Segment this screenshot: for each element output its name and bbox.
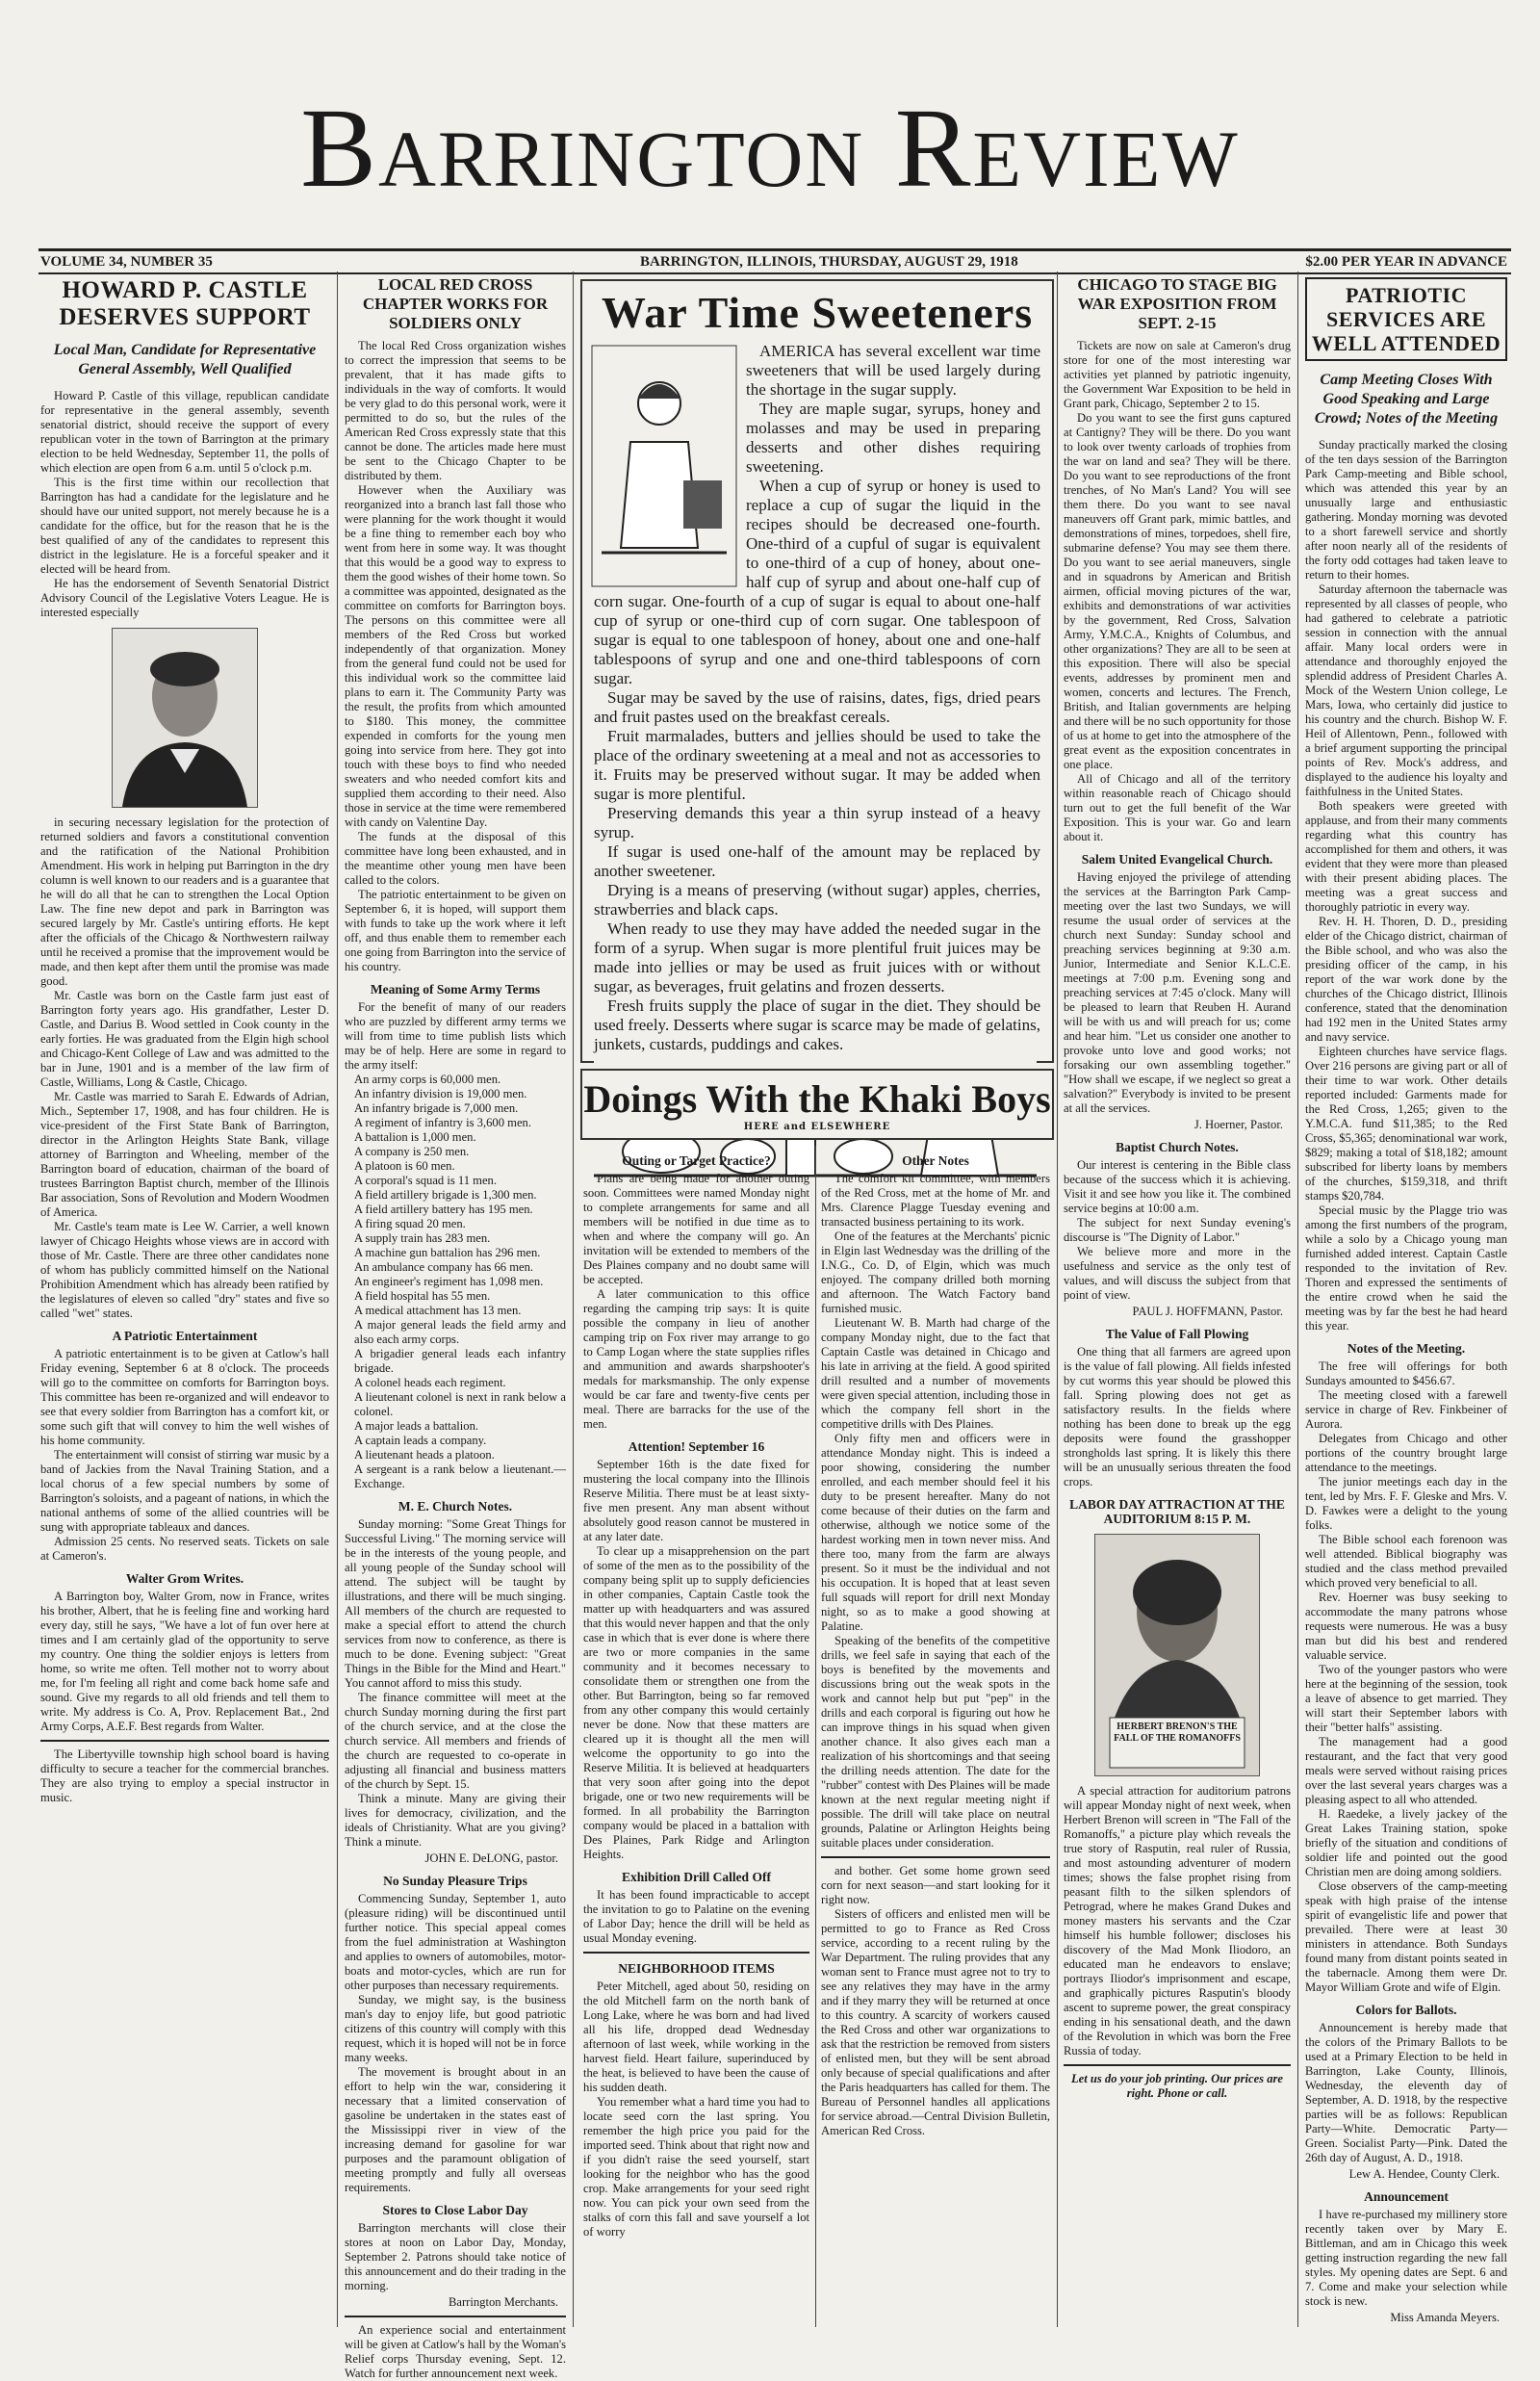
sweeteners-title: War Time Sweeteners (601, 288, 1034, 337)
plowing-subhead: The Value of Fall Plowing (1105, 1327, 1249, 1341)
entertainment-subhead: A Patriotic Entertainment (112, 1329, 258, 1343)
khaki-boys-banner (580, 1069, 1054, 1140)
red-cross-headline: LOCAL RED CROSS CHAPTER WORKS FOR SOLDIERS ONLY (362, 275, 549, 332)
article-paragraph: H. Raedeke, a lively jackey of the Great Lakes Training station, spoke briefly of the situation and conditions of soldier life and pointed out the good Christian men are doing among soldiers. (1305, 1807, 1507, 1878)
neighborhood-subhead: NEIGHBORHOOD ITEMS (618, 1961, 775, 1976)
article-paragraph: Mr. Castle was born on the Castle farm just east of Barrington forty years ago. His grandfather, Lester D. Castle, and Darius B. Wood settled in Cook county in the early forties. He was graduated from the Elgin high school and Chicago-Kent College of Law and was admitted to the bar in June, 1901 and is a member of the law firm of Castle, Williams, Long & Castle, Chicago. (40, 989, 329, 1089)
announcement-subhead: Announcement (1364, 2189, 1449, 2204)
me-church-subhead: M. E. Church Notes. (398, 1499, 513, 1514)
army-term-item: A regiment of infantry is 3,600 men. (354, 1116, 531, 1129)
sweeteners-paragraph: They are maple sugar, syrups, honey and molasses and may be used in preparing desserts and other dishes requiring sweetening. (746, 400, 1040, 476)
article-paragraph: A patriotic entertainment is to be given at Catlow's hall Friday evening, September 6 at 8 o'clock. The proceeds will go to the committee on comforts for Barrington boys. This committee has been re-organized and will endeavor to see that every soldier from Barrington has a comfort kit, or some such gift that will convey to him the well wishes of his home community. (40, 1347, 329, 1447)
article-paragraph: Our interest is centering in the Bible class because of the success which it is achieving. Visit it and see how you like it. The combined service begins at 10:00 a.m. (1064, 1158, 1291, 1215)
article-paragraph: The Libertyville township high school board is having difficulty to secure a teacher for the commercial branches. They are also trying to employ a special instructor in music. (40, 1747, 329, 1804)
article-paragraph: The free will offerings for both Sundays amounted to $456.67. (1305, 1359, 1507, 1387)
article-paragraph: Lieutenant W. B. Marth had charge of the company Monday night, due to the fact that Captain Castle was detained in Chicago and his late in arriving at the field. A good spirited drill resulted and a number of movements were given special attention, including those in which the company fell short in the competitive drills with Des Plaines. (821, 1316, 1050, 1431)
khaki-subtitle: HERE and ELSEWHERE (743, 1122, 891, 1132)
column-rule (1297, 272, 1298, 2327)
article-paragraph: To clear up a misapprehension on the part of some of the men as to the possibility of the company being split up to supply deficiencies in other companies, Captain Castle took the matter up with headquarters and was assured that this would never happen and that the only case in which that is ever done is where there are two or more companies in the same community and it becomes necessary to consolidate them or strengthen one from the other. But Barrington, being so far removed from any other company this would certainly never be done. Now that these matters are cleared up it is thought all the men will welcome the opportunity to go into the Reserve Militia. It is believed at headquarters that very soon after going into the depot brigade, one or two new requirements will be formed. In all probability the Barrington company would be placed in a battalion with Des Plaines, Park Ridge and Arlington Heights. (583, 1544, 809, 1861)
walter-subhead: Walter Grom Writes. (125, 1571, 244, 1586)
article-paragraph: The funds at the disposal of this committee have long been exhausted, and in the meantime other young men have been called to the colors. (345, 830, 566, 887)
pleasure-trips-subhead: No Sunday Pleasure Trips (383, 1874, 527, 1888)
article-paragraph: Eighteen churches have service flags. Over 216 persons are giving part or all of their time to war work. Other details reported included: Garments made for the Red Cross, 1,265; given to the Y.M.C.A. fund $11,385; to the Red Cross, $5,365; denominational war work, $829; making a total of $18,182; amount subscribed for liberty loans by members of the churches, $159,318, and thrift stamps $20,784. (1305, 1045, 1507, 1203)
army-term-item: An engineer's regiment has 1,098 men. (354, 1275, 544, 1288)
army-term-item: A colonel heads each regiment. (354, 1376, 506, 1389)
article-paragraph: Think a minute. Many are giving their lives for democracy, civilization, and the ideals of Christianity. What are you giving? Think a minute. (345, 1792, 566, 1849)
army-term-item: A field artillery brigade is 1,300 men. (354, 1188, 537, 1202)
salem-signature: J. Hoerner, Pastor. (1194, 1118, 1283, 1131)
army-term-item: A machine gun battalion has 296 men. (354, 1246, 541, 1259)
stores-signature: Barrington Merchants. (448, 2295, 558, 2309)
sweeteners-paragraph: If sugar is used one-half of the amount may be replaced by another sweetener. (594, 842, 1040, 880)
army-term-item: A firing squad 20 men. (354, 1217, 466, 1230)
sweeteners-paragraph: When ready to use they may have added the needed sugar in the form of a syrup. When sugar is more plentiful fruit juices may be made into jellies or may be used as fruit juices with or without sugar, as beverages, fruit gelatins and frozen desserts. (594, 919, 1040, 996)
article-paragraph: Saturday afternoon the tabernacle was represented by all classes of people, who had gathered to celebrate a patriotic session in connection with the annual affair. Many local orders were in attendance and thoroughly enjoyed the splendid address of President Charles A. Mock of the Western Union college, Le Mars, Iowa, who certainly did justice to his country and the church. Bishop W. F. Heil of Allentown, Penn., followed with a brief argument supporting the principal points of Rev. Mock's address, and displayed to the audience his loyalty and faithfulness in the United States. (1305, 582, 1507, 798)
army-terms-list (345, 1073, 566, 1491)
article-paragraph: Mr. Castle's team mate is Lee W. Carrier, a well known lawyer of Chicago Heights whose views are in accord with those of Mr. Castle. There are three other candidates none of whom has publicly committed himself on the National Prohibition Amendment which has already been ratified by the legislatures of eleven so called "dry" states and five so called "wet" states. (40, 1220, 329, 1320)
exposition-headline: CHICAGO TO STAGE BIG WAR EXPOSITION FROM SEPT. 2-15 (1077, 275, 1277, 332)
column-rule (1057, 272, 1058, 2327)
article-paragraph: Delegates from Chicago and other portions of the country brought large attendance to the meetings. (1305, 1432, 1507, 1474)
article-paragraph: Speaking of the benefits of the competitive drills, we feel safe in saying that each of the boys is benefited by the movements and discussions bring out the weak spots in the work and cannot help but put "pep" in the drills and each corporal is figuring out how he can improve things in his squad when given another chance. It also gives each man a realization of his shortcomings and that seeing the drilling needs attention. The date for the "rubber" contest with Des Plaines will be made known at the next regular meeting night if possible. The drill will take place on neutral grounds, Palatine or Arlington Heights being suitable places under consideration. (821, 1634, 1050, 1850)
article-paragraph: For the benefit of many of our readers who are puzzled by different army terms we will from time to time publish lists which may be of help. Here are some in regard to the army itself: (345, 1000, 566, 1072)
khaki-column-right (821, 1146, 1050, 2327)
article-paragraph: The comfort kit committee, with members of the Red Cross, met at the home of Mr. and Mrs. Clarence Plagge Tuesday evening and transacted business pertaining to its work. (821, 1172, 1050, 1229)
article-paragraph: and bother. Get some home grown seed corn for next season—and start looking for it right now. (821, 1864, 1050, 1906)
article-paragraph: The movement is brought about in an effort to help win the war, considering it necessary that a limited conservation of gasoline be undertaken in the states east of the Mississippi river in view of the increasing demand for gasoline for war purposes and the paramount obligation of meeting promptly and fully all overseas requirements. (345, 2065, 566, 2194)
article-paragraph: The Bible school each forenoon was well attended. Biblical biography was studied and the class method prevailed which proved very beneficial to all. (1305, 1533, 1507, 1590)
army-term-item: A major leads a battalion. (354, 1419, 479, 1433)
attention-subhead: Attention! September 16 (628, 1439, 765, 1454)
article-paragraph: The local Red Cross organization wishes to correct the impression that seems to be prevalent, that it has made gifts to individuals in the way of comforts. It would be very glad to do this personal work, were it permitted to do so, but the rules of the American Red Cross expressly state that this cannot be done. The articles made here must be sent to the Chicago Chapter to be distributed by them. (345, 339, 566, 482)
article-paragraph: Sunday, we might say, is the business man's day to enjoy life, but good patriotic citizens of this country will comply with this request, which it is hoped will not be in force many weeks. (345, 1993, 566, 2064)
article-paragraph: The patriotic entertainment to be given on September 6, it is hoped, will support them with funds to take up the work where it left off, and thus enable them to remember each one going from Barrington into the service of his country. (345, 888, 566, 973)
article-paragraph: in securing necessary legislation for the protection of returned soldiers and favors a constitutional convention and the ratification of the National Prohibition Amendment. His work in helping put Barrington in the dry column is well known to our readers and is a guarantee that he will do all that he can to strengthen the Local Option Law. The fine new depot and park in Barrington was secured largely by Mr. Castle's untiring efforts. He kept after the officials of the Chicago & Northwestern railway until he received a promise that the improvement would be made, and then kept after them until the promise was made good. (40, 815, 329, 988)
ballots-signature: Lew A. Hendee, County Clerk. (1348, 2167, 1500, 2181)
army-term-item: A sergeant is a rank below a lieutenant.—Exchange. (354, 1462, 566, 1490)
sweeteners-box (580, 279, 1054, 1063)
sweeteners-paragraph: AMERICA has several excellent war time sweeteners that will be used largely during the shortage in the sugar supply. (746, 342, 1040, 399)
divider (345, 2316, 566, 2317)
article-paragraph: This is the first time within our recollection that Barrington has had a candidate for the legislature and he should have our united support, not merely because he is a candidate for the office, but for the reason that he is the best qualified of any of the candidates to represent this district in the legislature. He is a forceful speaker and it elected will be heard from. (40, 476, 329, 576)
castle-portrait (112, 628, 258, 808)
baptist-signature: PAUL J. HOFFMANN, Pastor. (1132, 1305, 1283, 1318)
column-rule (815, 1146, 816, 2327)
article-paragraph: A special attraction for auditorium patrons will appear Monday night of next week, when Herbert Brenon will screen in "The Fall of the Romanoffs," a picture play which reveals the true story of Rasputin, real ruler of Russia, and most astounding adventurer of modern times; shows the false prophet rising from peasant filth to the silken splendors of Petrograd, where he makes Grand Dukes and money masters his servants and the Czar himself his humble follower; discloses his discovery of the Mad Monk Iliodoro, an educated man he endeavors to enslave; portrays Iliodor's imprisonment and escape, and graphically pictures Rasputin's bloody ascent to supreme power, the great conspiracy ending in his sensational death, and the dawn of the Revolution in which was born the Free Russia of today. (1064, 1784, 1291, 2057)
divider (821, 1856, 1050, 1858)
drill-subhead: Exhibition Drill Called Off (622, 1870, 771, 1884)
article-paragraph: Howard P. Castle of this village, republican candidate for representative in the general assembly, seventh senatorial district, should receive the support of every republican voter in the town of Barrington at the primary election to be held Wednesday, September 11, the polls of which election are open from 6 a.m. until 5 o'clock p.m. (40, 389, 329, 475)
column-castle (40, 272, 329, 2327)
volume-number: VOLUME 34, NUMBER 35 (40, 254, 213, 270)
castle-headline: HOWARD P. CASTLE DESERVES SUPPORT (59, 277, 311, 330)
job-printing-notice: Let us do your job printing. Our prices are right. Phone or call. (1070, 2072, 1284, 2100)
khaki-column-left (583, 1146, 809, 2327)
army-term-item: An infantry brigade is 7,000 men. (354, 1101, 519, 1115)
article-paragraph: Sunday morning: "Some Great Things for Successful Living." The morning service will be in the interests of the young people, and all young people of the Sunday school will attend. The subject will be taught by illustrations, and there will be much singing. All members of the church are requested to make a special effort to attend the church services from now to conference, as there is much to be done. Evening subject: "Great Things in the Bible for the Mind and Heart." You cannot afford to miss this study. (345, 1517, 566, 1690)
column-patriotic (1305, 272, 1507, 2327)
army-term-item: A lieutenant heads a platoon. (354, 1448, 495, 1462)
article-paragraph: The junior meetings each day in the tent, led by Mrs. F. F. Gleske and Mrs. V. D. Fawkes were a delight to the young folks. (1305, 1475, 1507, 1532)
army-term-item: An army corps is 60,000 men. (354, 1073, 501, 1086)
sweeteners-paragraph: Sugar may be saved by the use of raisins, dates, figs, dried pears and fruit pastes used on the breakfast cereals. (594, 688, 1040, 726)
romanoffs-poster (1094, 1534, 1260, 1776)
me-signature: JOHN E. DeLONG, pastor. (424, 1851, 558, 1865)
army-term-item: A major general leads the field army and also each army corps. (354, 1318, 566, 1346)
sweeteners-paragraph: Fruit marmalades, butters and jellies should be used to take the place of the ordinary sweetening at a meal and not as accessories to it. Fruits may be preserved without sugar. It may be added when sugar is more plentiful. (594, 727, 1040, 803)
ballots-subhead: Colors for Ballots. (1355, 2003, 1457, 2017)
column-rule (337, 272, 338, 2327)
stores-subhead: Stores to Close Labor Day (382, 2203, 528, 2217)
sweeteners-paragraph: Fresh fruits supply the place of sugar in the diet. They should be used freely. Desserts where sugar is scarce may be made of gelatins, junkets, custards, puddings and cakes. (594, 996, 1040, 1053)
divider (40, 1740, 329, 1742)
article-paragraph: The entertainment will consist of stirring war music by a band of Jackies from the Naval Training Station, and a local chorus of a few special numbers by some of Barrington's soloists, and a pageant of nations, in which the national anthems of some of the allied countries will be sung with appropriate tableaux and dances. (40, 1448, 329, 1534)
article-paragraph: A later communication to this office regarding the camping trip says: It is quite possible the company in lieu of another camping trip on Fox river may arrange to go to Camp Logan where the state supplies rifles and ammunition and awards sharpshooter's medals for marksmanship. The only expense would be car fare and twenty-five cents per meal. There are barracks for the use of the men. (583, 1287, 809, 1431)
announcement-signature: Miss Amanda Meyers. (1390, 2311, 1500, 2324)
article-paragraph: Having enjoyed the privilege of attending the services at the Barrington Park Camp-meeting over the last two Sundays, we will resume the usual order of services at the church next Sunday: Sunday school and preaching services beginning at 9:30 a.m. Junior, Intermediate and Senior K.L.C.E. meetings at 7:00 p.m. Evening song and preaching services at 7:45 o'clock. Many will be pleased to learn that Reuben H. Aurand will be with us and will preach for us; come and hear him. "Let us consider one another to provoke unto love and good works; not forsaking our own assembling together." "How shall we escape, if we neglect so great a salvation?" Everybody is invited to be present at all the services. (1064, 870, 1291, 1115)
army-term-item: A battalion is 1,000 men. (354, 1130, 476, 1144)
notes-subhead: Notes of the Meeting. (1347, 1341, 1466, 1356)
patriotic-headline: PATRIOTIC SERVICES ARE WELL ATTENDED (1305, 277, 1507, 361)
column-rule (573, 272, 574, 2327)
sweeteners-paragraph: Preserving demands this year a thin syrup instead of a heavy syrup. (594, 804, 1040, 841)
article-paragraph: He has the endorsement of Seventh Senatorial District Advisory Council of the Legislative Voters League. He is interested especially (40, 577, 329, 619)
article-paragraph: Plans are being made for another outing soon. Committees were named Monday night to complete arrangements for same and all members will be notified in due time as to when and where the company will go. An invitation will be extended to members of the Des Plaines company and no doubt same will be accepted. (583, 1172, 809, 1286)
article-paragraph: Mr. Castle was married to Sarah E. Edwards of Adrian, Mich., September 17, 1908, and has four children. He is vice-president of the First State Bank of Barrington, director in the Arlington Heights State Bank, village attorney of Barrington and Wheeling, member of the Barrington board of education, chairman of the board of trustees Barrington Baptist church, member of the Illinois Bar association, Sons of Revolution and Modern Woodmen of America. (40, 1090, 329, 1219)
army-term-item: An ambulance company has 66 men. (354, 1260, 534, 1274)
article-paragraph: Sunday practically marked the closing of the ten days session of the Barrington Park Camp-meeting and Bible school, which was attended this year by an unusually large and enthusiastic gathering. Monday morning was devoted to a short farewell service and shortly after noon nearly all of the residents of the forty odd cottages had taken leave to return to their homes. (1305, 438, 1507, 582)
article-paragraph: Do you want to see the first guns captured at Cantigny? They will be there. Do you want to look over twenty carloads of trophies from the war on land and sea? They will be there. Do you want to see reproductions of the front trenches, of No Man's Land? You will see them there. Do you want to see naval maneuvers off Grant park, mimic battles, and demonstrations of mines, torpedoes, shell fire, submarine defense? You may see them there. Do you want to see aerial maneuvers, single and in squadrons by American and British airmen, official moving pictures of the war, exhibits and demonstrations of war activities by the government, Red Cross, Salvation Army, Y.M.C.A., Knights of Columbus, and other organizations? They are all to be seen at this exposition. There will also be special events, addresses by prominent men and women, concerts and lectures. The French, British, and Italian governments are helping and there will be no such opportunity for those of us at home to get into the atmosphere of the great event as the exposition concentrates in one place. (1064, 411, 1291, 771)
article-paragraph: However when the Auxiliary was reorganized into a branch last fall those who were planning for the work thought it would be a fine thing to remember each boy who went from here in some way. It was thought that this would be a good way to express to them the good wishes of their home town. So a committee was appointed, designated as the committee on comforts for Barrington boys. The persons on this committee were all members of the Red Cross but worked independently of that organization. Money from the general fund could not be used for this individual work so the committee laid plans to earn it. The Community Party was the result, the profits from which amounted to $180. This money, the committee expended in comforts for the young men going into service from here. They got into touch with these boys to find who needed sweaters and who needed comfort kits and supplied them according to their need. Also those in service at the time were remembered with candy on Valentine Day. (345, 483, 566, 829)
army-term-item: A company is 250 men. (354, 1145, 470, 1158)
article-paragraph: Both speakers were greeted with applause, and from their many comments regarding what this country has accomplished for them and others, it was evident that they were more than pleased with their present abiding places. The meeting was a great success and thoroughly patriotic in every way. (1305, 799, 1507, 914)
patriotic-deck: Camp Meeting Closes With Good Speaking and Large Crowd; Notes of the Meeting (1314, 372, 1499, 427)
article-paragraph: An experience social and entertainment will be given at Catlow's hall by the Woman's Relief corps Thursday evening, Sept. 12. Watch for further announcement next week. (345, 2323, 566, 2380)
article-paragraph: Sisters of officers and enlisted men will be permitted to go to France as Red Cross service, according to a recent ruling by the War Department. The ruling provides that any woman sent to France must agree not to try to see any relatives they may have in the army and if they marry they will be returned at once to this country. A scarcity of workers caused the Red Cross and other war organizations to ask that the restriction be removed from sisters of enlisted men, but they will be sent abroad only because of special qualifications and after the Paris headquarters has called for them. The Bureau of Personnel handles all applications for service abroad.—Central Division Bulletin, American Red Cross. (821, 1907, 1050, 2137)
castle-deck: Local Man, Candidate for Representative General Assembly, Well Qualified (53, 342, 317, 377)
article-paragraph: September 16th is the date fixed for mustering the local company into the Illinois Reserve Militia. There must be at least sixty-five men present. Any man absent without absolutely good reason cannot be mustered in at any later date. (583, 1458, 809, 1543)
army-term-item: A platoon is 60 men. (354, 1159, 455, 1173)
article-paragraph: Rev. Hoerner was busy seeking to accommodate the many patrons whose requests were numerous. He was a busy man but did his best and rendered valuable service. (1305, 1591, 1507, 1662)
article-paragraph: Peter Mitchell, aged about 50, residing on the old Mitchell farm on the north bank of Long Lake, where he was born and had lived all his life, dropped dead Wednesday afternoon of last week, while working in the harvest field. Heart failure, superinduced by the heat, is believed to have been the cause of his sudden death. (583, 1980, 809, 2094)
article-paragraph: You remember what a hard time you had to locate seed corn the last spring. You remember the high price you paid for the imported seed. Think about that right now and if you didn't raise the seed yourself, start looking for the neighbor who has the good crop. Make arrangements for your seed right now. You can pick your own seed from the stalks of corn this fall and save yourself a lot of worry (583, 2095, 809, 2239)
khaki-title: Doings With the Khaki Boys (583, 1077, 1051, 1121)
army-term-item: A brigadier general leads each infantry brigade. (354, 1347, 566, 1375)
article-paragraph: The management had a good restaurant, and the fact that very good meals were served without raising prices over the last several years charges was a pleasing aspect to all who attended. (1305, 1735, 1507, 1806)
article-paragraph: All of Chicago and all of the territory within reasonable reach of Chicago should turn out to get the full benefit of the War Exposition. This is your war. Go and learn about it. (1064, 772, 1291, 843)
dateline-bar (38, 248, 1511, 274)
column-war-exposition (1064, 272, 1291, 2327)
army-term-item: A supply train has 283 men. (354, 1231, 491, 1245)
baptist-subhead: Baptist Church Notes. (1116, 1140, 1239, 1154)
army-term-item: A lieutenant colonel is next in rank below a colonel. (354, 1390, 566, 1418)
other-notes-subhead: Other Notes (902, 1153, 969, 1168)
article-paragraph: A Barrington boy, Walter Grom, now in France, writes his brother, Albert, that he is feeling fine and working hard every day, still he says, "We have a lot of fun over here at times and I am certainly glad of the opportunity to serve my country. One thing the soldier enjoys is letters from home, so write me often. Tell mother not to worry about me, for I'm feeling all right and come back home safe and sound. Give my regards to all old friends and tell them to write. My address is Co. A, Prov. Replacement Bat., 2nd Army Corps, A.E.F. Best regards from Walter. (40, 1590, 329, 1733)
article-paragraph: I have re-purchased my millinery store recently taken over by Mary E. Bittleman, and am in Chicago this week getting instruction regarding the new fall styles. My opening dates are Sept. 6 and 7. Come and make your selection while stock is new. (1305, 2208, 1507, 2308)
sweeteners-paragraph: Drying is a means of preserving (without sugar) apples, cherries, strawberries and black caps. (594, 881, 1040, 919)
article-paragraph: The subject for next Sunday evening's discourse is "The Dignity of Labor." (1064, 1216, 1291, 1244)
poster-caption: HERBERT BRENON'S THE FALL OF THE ROMANOFFS (1114, 1721, 1241, 1744)
article-paragraph: The finance committee will meet at the church Sunday morning during the first part of the church service, and at the close the church service. All members and friends of the church are requested to co-operate in adjusting all financial and business matters of the church by Sept. 15. (345, 1691, 566, 1791)
article-paragraph: One thing that all farmers are agreed upon is the value of fall plowing. All fields infested by cut worms this year should be plowed this fall. Spring plowing does not get as satisfactory results. In the fields where nothing has been done to break up the egg deposits were found the grasshopper strongholds last spring. It is likely this there will be an unusually serious threaten the food crops. (1064, 1345, 1291, 1488)
army-term-item: A field artillery battery has 195 men. (354, 1203, 533, 1216)
salem-subhead: Salem United Evangelical Church. (1081, 852, 1273, 867)
outing-subhead: Outing or Target Practice? (622, 1153, 771, 1168)
subscription-price: $2.00 PER YEAR IN ADVANCE (1305, 254, 1507, 270)
army-terms-subhead: Meaning of Some Army Terms (370, 982, 541, 996)
article-paragraph: Close observers of the camp-meeting speak with high praise of the intense spirit of evangelistic life and power that prevailed. There were at least 30 ministers in attendance. Both Sundays found many from distant points seated in the tabernacle. Among them were Dr. Mayor William Grote and wife of Elgin. (1305, 1879, 1507, 1994)
army-term-item: A field hospital has 55 men. (354, 1289, 491, 1303)
article-paragraph: Two of the younger pastors who were here at the beginning of the session, took a leave of absence to get married. They will start their September labors with their "better halfs" assisting. (1305, 1663, 1507, 1734)
article-paragraph: Special music by the Plagge trio was among the first numbers of the program, while a solo by a Chicago young man furnished added interest. Captain Castle responded to the invitation of Rev. Thoren and expressed the sentiments of the entire crowd when he said the meeting was by far the best he had heard this year. (1305, 1203, 1507, 1333)
labor-day-subhead: LABOR DAY ATTRACTION AT THE AUDITORIUM 8:15 P. M. (1069, 1497, 1285, 1526)
article-paragraph: We believe more and more in the usefulness and service as the only test of values, and will discuss the subject from that point of view. (1064, 1245, 1291, 1302)
cooking-woman-illustration (592, 346, 736, 586)
article-paragraph: One of the features at the Merchants' picnic in Elgin last Wednesday was the drilling of the I.N.G., Co. D, of Elgin, which was much enjoyed. The company drilled both morning and afternoon. The Watch Factory band furnished music. (821, 1229, 1050, 1315)
column-red-cross (345, 272, 566, 2380)
masthead: Barrington Review (300, 85, 1240, 211)
article-paragraph: It has been found impracticable to accept the invitation to go to Palatine on the evening of Labor Day; hence the drill will be held as usual Monday evening. (583, 1888, 809, 1945)
article-paragraph: Rev. H. H. Thoren, D. D., presiding elder of the Chicago district, chairman of the Bible school, and who was also the presiding officer of the camp, in his report of the war work done by the churches of the Chicago district, Illinois conference, stated that the denomination had 192 men in the United States army and navy service. (1305, 915, 1507, 1044)
article-paragraph: Admission 25 cents. No reserved seats. Tickets on sale at Cameron's. (40, 1535, 329, 1563)
article-paragraph: Tickets are now on sale at Cameron's drug store for one of the most interesting war activities yet planned by patriotic ingenuity, the Government War Exposition to be held in Grant park, Chicago, September 2 to 15. (1064, 339, 1291, 410)
divider (1064, 2064, 1291, 2066)
article-paragraph: The meeting closed with a farewell service in charge of Rev. Finkbeiner of Aurora. (1305, 1388, 1507, 1431)
divider (583, 1952, 809, 1954)
place-date: BARRINGTON, ILLINOIS, THURSDAY, AUGUST 29, 1918 (640, 254, 1018, 270)
army-term-item: A corporal's squad is 11 men. (354, 1174, 498, 1187)
article-paragraph: Only fifty men and officers were in attendance Monday night. This is indeed a poor showing, considering the number enrolled, and each member should feel it his duty to be present hereafter. Many do not come because of their duties on the farm and otherwise, although we notice some of the hardest working men in town never miss. And there too, many from the farm are always present. So it must be the individual and not his occupation. It is hoped that at least seven full squads will report for drill next Monday night, so as to make a good showing at Palatine. (821, 1432, 1050, 1633)
army-term-item: An infantry division is 19,000 men. (354, 1087, 527, 1100)
army-term-item: A medical attachment has 13 men. (354, 1304, 522, 1317)
article-paragraph: Commencing Sunday, September 1, auto (pleasure riding) will be discontinued until further notice. This special appeal comes from the fuel administration at Washington and applies to owners of automobiles, motor-boats and motor-cycles, which are run for other purposes than necessary requirements. (345, 1892, 566, 1992)
sweeteners-paragraph: When a cup of syrup or honey is used to replace a cup of sugar the liquid in the recipes should be decreased one-fourth. One-third of a cupful of sugar is equivalent to one-third of a cup of honey, about one-half cup of syrup and about one-half cup of corn sugar. One-fourth of a cup of sugar is equal to about one-half cup of syrup or one-third cup of corn sugar. One tablespoon of sugar is equal to one tablespoon of honey, about one and one-half tablespoons of syrup and one and one-third tablespoons of corn sugar. (594, 477, 1040, 687)
army-term-item: A captain leads a company. (354, 1434, 487, 1447)
article-paragraph: Announcement is hereby made that the colors of the Primary Ballots to be used at a Primary Election to be held in Barrington, Lake County, Illinois, Wednesday, the eleventh day of September, A. D. 1918, by the respective parties will be as follows: Republican Party—White. Democratic Party—Green. Socialist Party—Pink. Dated the 26th day of August, A. D., 1918. (1305, 2021, 1507, 2164)
article-paragraph: Barrington merchants will close their stores at noon on Labor Day, Monday, September 2. Patrons should take notice of this announcement and do their trading in the morning. (345, 2221, 566, 2292)
